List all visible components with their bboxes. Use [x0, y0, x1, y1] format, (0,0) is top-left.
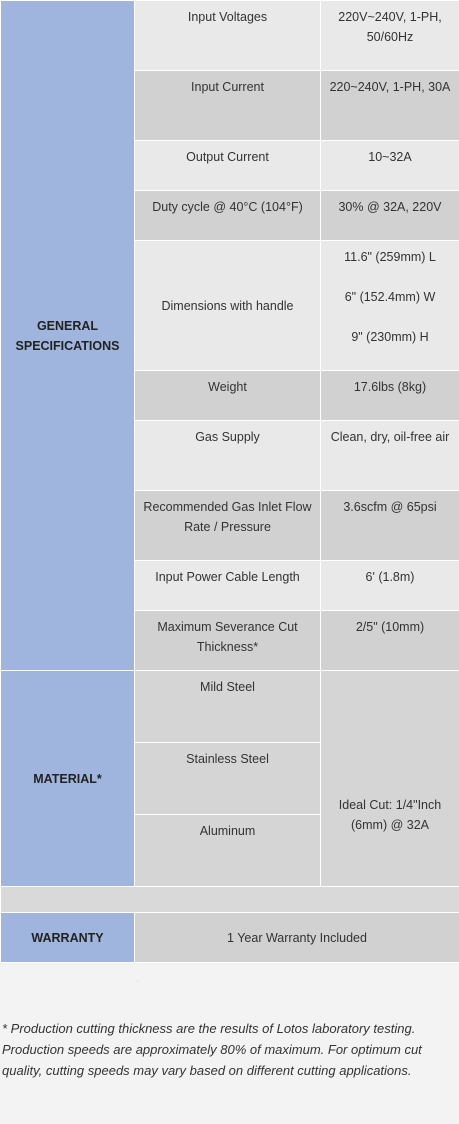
general-specifications-header: GENERAL SPECIFICATIONS [1, 1, 135, 671]
spec-label: Duty cycle @ 40°C (104°F) [135, 191, 321, 241]
material-item: Mild Steel [135, 671, 321, 743]
spec-value: 220~240V, 1-PH, 30A [321, 71, 459, 141]
spec-value: 10~32A [321, 141, 459, 191]
spec-value: 3.6scfm @ 65psi [321, 491, 459, 561]
spec-value-dimensions [321, 241, 459, 371]
spec-label: Input Power Cable Length [135, 561, 321, 611]
spec-label: Input Voltages [135, 1, 321, 71]
material-header: MATERIAL* [1, 671, 135, 887]
spec-value: 220V~240V, 1-PH, 50/60Hz [321, 1, 459, 71]
spec-label: Weight [135, 371, 321, 421]
spec-label: Dimensions with handle [135, 241, 321, 371]
spec-value: 6' (1.8m) [321, 561, 459, 611]
material-row-mild-steel [1, 671, 459, 743]
spec-label: Output Current [135, 141, 321, 191]
warranty-row [1, 913, 459, 963]
spacer-cell [1, 887, 459, 913]
spec-value: Clean, dry, oil-free air [321, 421, 459, 491]
spec-label: Maximum Severance Cut Thickness* [135, 611, 321, 671]
material-ideal-cut: Ideal Cut: 1/4"Inch (6mm) @ 32A [321, 743, 459, 887]
spec-value: 2/5" (10mm) [321, 611, 459, 671]
dimension-width: 6" (152.4mm) W [344, 290, 436, 304]
spec-value: 30% @ 32A, 220V [321, 191, 459, 241]
spec-value: 17.6lbs (8kg) [321, 371, 459, 421]
spec-row-input-voltages [1, 1, 459, 71]
spec-label: Input Current [135, 71, 321, 141]
spec-label: Gas Supply [135, 421, 321, 491]
material-blank-cell [321, 671, 459, 743]
warranty-header: WARRANTY [1, 913, 135, 963]
dimension-length: 11.6" (259mm) L [344, 250, 436, 264]
warranty-value: 1 Year Warranty Included [135, 913, 459, 963]
spacer-row [1, 887, 459, 913]
material-item: Aluminum [135, 815, 321, 887]
spec-label: Recommended Gas Inlet Flow Rate / Pressure [135, 491, 321, 561]
material-item: Stainless Steel [135, 743, 321, 815]
dimension-height: 9" (230mm) H [351, 330, 429, 344]
footnote: * Production cutting thickness are the results of Lotos laboratory testing. Production speeds are approximately 80% of maximum. For optimum cut quality, cutting speeds may vary based on different cutting applications. [2, 1021, 422, 1078]
